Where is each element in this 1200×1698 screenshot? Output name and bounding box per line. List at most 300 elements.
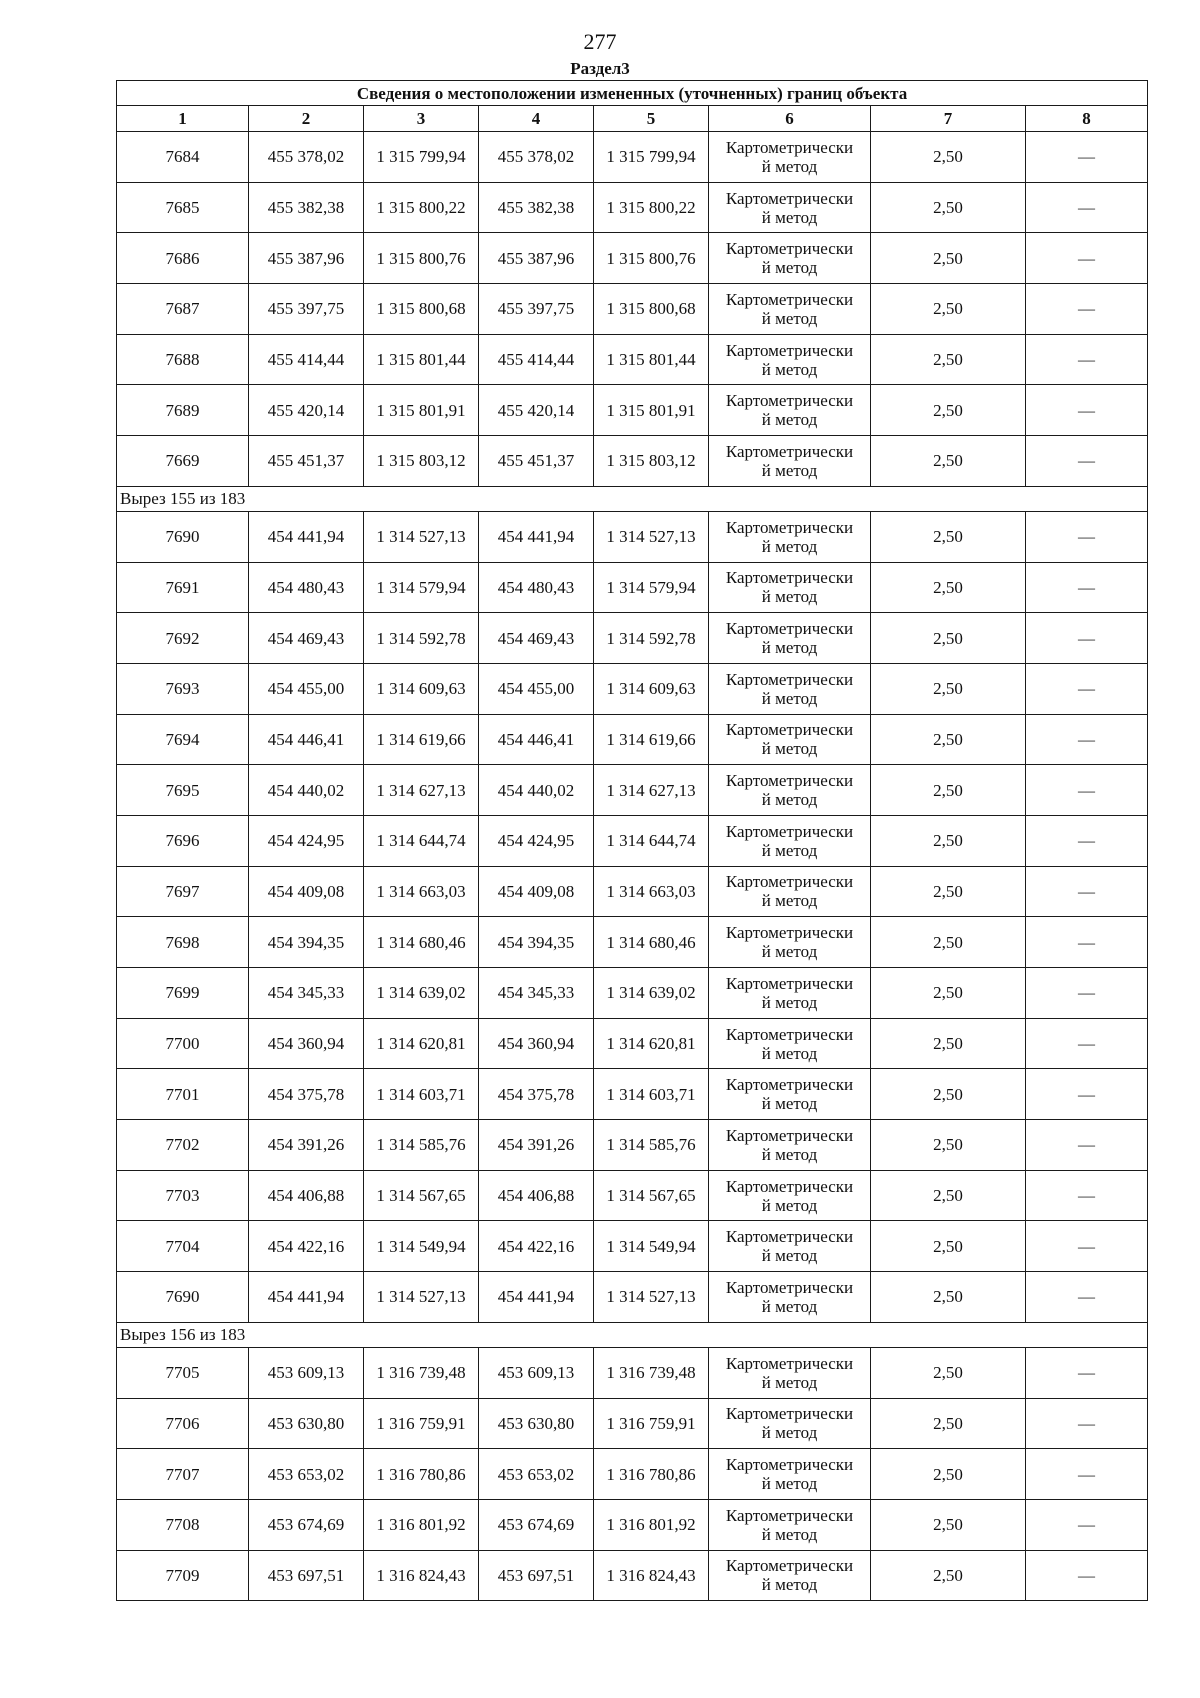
note-cell: — (1026, 866, 1148, 917)
method-cell (709, 968, 871, 1019)
x-old-cell: 455 420,14 (249, 385, 364, 436)
x-old-cell: 455 378,02 (249, 132, 364, 183)
point-number-cell: 7706 (117, 1398, 249, 1449)
y-new-cell: 1 315 800,76 (594, 233, 709, 284)
note-cell: — (1026, 182, 1148, 233)
y-old-cell: 1 314 620,81 (364, 1018, 479, 1069)
method-text-line2: й метод (761, 638, 818, 658)
method-text-line1: Картометрически (725, 1455, 854, 1475)
accuracy-cell: 2,50 (871, 1449, 1026, 1500)
point-number-cell: 7690 (117, 511, 249, 562)
point-number-cell: 7707 (117, 1449, 249, 1500)
column-number: 4 (479, 106, 594, 132)
column-number: 8 (1026, 106, 1148, 132)
method-text-line1: Картометрически (725, 239, 854, 259)
point-number-cell: 7689 (117, 385, 249, 436)
method-text-line1: Картометрически (725, 137, 854, 157)
x-old-cell: 455 382,38 (249, 182, 364, 233)
table-row (117, 815, 1148, 866)
y-old-cell: 1 314 619,66 (364, 714, 479, 765)
x-new-cell: 454 391,26 (479, 1120, 594, 1171)
method-text-line2: й метод (761, 207, 818, 227)
point-number-cell: 7687 (117, 284, 249, 335)
table-row (117, 1398, 1148, 1449)
method-cell (709, 284, 871, 335)
point-number-cell: 7701 (117, 1069, 249, 1120)
y-old-cell: 1 315 800,68 (364, 284, 479, 335)
x-new-cell: 454 409,08 (479, 866, 594, 917)
method-text-line1: Картометрически (725, 1505, 854, 1525)
note-cell: — (1026, 1272, 1148, 1323)
method-cell (709, 233, 871, 284)
accuracy-cell: 2,50 (871, 613, 1026, 664)
note-cell: — (1026, 765, 1148, 816)
method-cell (709, 1069, 871, 1120)
method-cell (709, 1018, 871, 1069)
x-old-cell: 454 446,41 (249, 714, 364, 765)
note-cell: — (1026, 1550, 1148, 1601)
accuracy-cell: 2,50 (871, 1550, 1026, 1601)
y-old-cell: 1 314 592,78 (364, 613, 479, 664)
method-text-line2: й метод (761, 1246, 818, 1266)
x-old-cell: 455 451,37 (249, 436, 364, 487)
method-cell (709, 1550, 871, 1601)
note-cell: — (1026, 1398, 1148, 1449)
method-text-line1: Картометрически (725, 1176, 854, 1196)
x-new-cell: 454 480,43 (479, 562, 594, 613)
method-cell (709, 917, 871, 968)
note-cell: — (1026, 613, 1148, 664)
method-text-line1: Картометрически (725, 1277, 854, 1297)
method-text-line2: й метод (761, 359, 818, 379)
y-old-cell: 1 316 739,48 (364, 1347, 479, 1398)
x-old-cell: 454 394,35 (249, 917, 364, 968)
column-number: 2 (249, 106, 364, 132)
method-cell (709, 663, 871, 714)
note-cell: — (1026, 1347, 1148, 1398)
table-row (117, 1550, 1148, 1601)
note-cell: — (1026, 436, 1148, 487)
x-old-cell: 454 440,02 (249, 765, 364, 816)
note-cell: — (1026, 1120, 1148, 1171)
accuracy-cell: 2,50 (871, 714, 1026, 765)
point-number-cell: 7684 (117, 132, 249, 183)
method-text-line1: Картометрически (725, 923, 854, 943)
section-title: Раздел3 (570, 59, 630, 78)
method-text-line2: й метод (761, 942, 818, 962)
x-old-cell: 454 406,88 (249, 1170, 364, 1221)
accuracy-cell: 2,50 (871, 1018, 1026, 1069)
method-text-line1: Картометрически (725, 720, 854, 740)
x-new-cell: 453 653,02 (479, 1449, 594, 1500)
accuracy-cell: 2,50 (871, 182, 1026, 233)
method-text-line1: Картометрически (725, 517, 854, 537)
x-new-cell: 455 387,96 (479, 233, 594, 284)
table-row (117, 613, 1148, 664)
accuracy-cell: 2,50 (871, 1499, 1026, 1550)
method-text-line1: Картометрически (725, 619, 854, 639)
table-row (117, 562, 1148, 613)
x-new-cell: 455 414,44 (479, 334, 594, 385)
table-row (117, 1018, 1148, 1069)
method-text-line1: Картометрически (725, 1227, 854, 1247)
y-old-cell: 1 314 639,02 (364, 968, 479, 1019)
method-text-line1: Картометрически (725, 441, 854, 461)
note-cell: — (1026, 663, 1148, 714)
y-old-cell: 1 314 627,13 (364, 765, 479, 816)
column-number: 5 (594, 106, 709, 132)
method-text-line2: й метод (761, 1043, 818, 1063)
y-old-cell: 1 314 644,74 (364, 815, 479, 866)
section-header-row (117, 1322, 1148, 1347)
y-new-cell: 1 314 639,02 (594, 968, 709, 1019)
point-number-cell: 7703 (117, 1170, 249, 1221)
method-text-line2: й метод (761, 891, 818, 911)
accuracy-cell: 2,50 (871, 917, 1026, 968)
accuracy-cell: 2,50 (871, 1120, 1026, 1171)
point-number-cell: 7702 (117, 1120, 249, 1171)
x-new-cell: 455 397,75 (479, 284, 594, 335)
note-cell: — (1026, 1170, 1148, 1221)
y-new-cell: 1 314 627,13 (594, 765, 709, 816)
method-text-line1: Картометрически (725, 669, 854, 689)
table-row (117, 663, 1148, 714)
y-old-cell: 1 315 800,76 (364, 233, 479, 284)
point-number-cell: 7692 (117, 613, 249, 664)
note-cell: — (1026, 815, 1148, 866)
y-old-cell: 1 315 800,22 (364, 182, 479, 233)
table-row (117, 182, 1148, 233)
y-old-cell: 1 315 801,44 (364, 334, 479, 385)
y-old-cell: 1 314 579,94 (364, 562, 479, 613)
column-number: 3 (364, 106, 479, 132)
y-new-cell: 1 315 800,22 (594, 182, 709, 233)
point-number-cell: 7705 (117, 1347, 249, 1398)
y-new-cell: 1 315 803,12 (594, 436, 709, 487)
table-row (117, 1120, 1148, 1171)
point-number-cell: 7690 (117, 1272, 249, 1323)
x-new-cell: 453 674,69 (479, 1499, 594, 1550)
y-new-cell: 1 314 585,76 (594, 1120, 709, 1171)
x-old-cell: 454 360,94 (249, 1018, 364, 1069)
table-caption: Сведения о местоположении измененных (уточненных) границ объекта (117, 81, 1148, 106)
x-old-cell: 454 455,00 (249, 663, 364, 714)
method-cell (709, 334, 871, 385)
x-new-cell: 455 420,14 (479, 385, 594, 436)
y-new-cell: 1 315 800,68 (594, 284, 709, 335)
method-text-line1: Картометрически (725, 188, 854, 208)
point-number-cell: 7708 (117, 1499, 249, 1550)
x-new-cell: 454 441,94 (479, 1272, 594, 1323)
x-old-cell: 453 653,02 (249, 1449, 364, 1500)
note-cell: — (1026, 1069, 1148, 1120)
accuracy-cell: 2,50 (871, 1398, 1026, 1449)
accuracy-cell: 2,50 (871, 663, 1026, 714)
y-old-cell: 1 314 549,94 (364, 1221, 479, 1272)
x-old-cell: 453 674,69 (249, 1499, 364, 1550)
method-cell (709, 511, 871, 562)
accuracy-cell: 2,50 (871, 1347, 1026, 1398)
x-new-cell: 453 697,51 (479, 1550, 594, 1601)
point-number-cell: 7691 (117, 562, 249, 613)
x-old-cell: 455 414,44 (249, 334, 364, 385)
note-cell: — (1026, 1449, 1148, 1500)
section-label: Вырез 156 из 183 (117, 1322, 1148, 1347)
note-cell: — (1026, 132, 1148, 183)
table-row (117, 334, 1148, 385)
method-cell (709, 562, 871, 613)
y-old-cell: 1 314 567,65 (364, 1170, 479, 1221)
x-old-cell: 454 441,94 (249, 511, 364, 562)
point-number-cell: 7688 (117, 334, 249, 385)
y-new-cell: 1 316 801,92 (594, 1499, 709, 1550)
point-number-cell: 7695 (117, 765, 249, 816)
x-new-cell: 454 345,33 (479, 968, 594, 1019)
y-new-cell: 1 314 527,13 (594, 1272, 709, 1323)
column-number-row (117, 106, 1148, 132)
method-cell (709, 1449, 871, 1500)
table-row (117, 511, 1148, 562)
point-number-cell: 7693 (117, 663, 249, 714)
method-cell (709, 1170, 871, 1221)
y-old-cell: 1 314 527,13 (364, 1272, 479, 1323)
y-old-cell: 1 314 603,71 (364, 1069, 479, 1120)
x-old-cell: 455 397,75 (249, 284, 364, 335)
method-cell (709, 132, 871, 183)
note-cell: — (1026, 385, 1148, 436)
method-text-line1: Картометрически (725, 973, 854, 993)
table-row (117, 132, 1148, 183)
y-new-cell: 1 314 527,13 (594, 511, 709, 562)
y-old-cell: 1 316 824,43 (364, 1550, 479, 1601)
x-old-cell: 454 391,26 (249, 1120, 364, 1171)
accuracy-cell: 2,50 (871, 1272, 1026, 1323)
table-caption-row (117, 81, 1148, 106)
y-old-cell: 1 314 585,76 (364, 1120, 479, 1171)
y-new-cell: 1 314 567,65 (594, 1170, 709, 1221)
table-row (117, 917, 1148, 968)
note-cell: — (1026, 968, 1148, 1019)
x-old-cell: 454 469,43 (249, 613, 364, 664)
x-old-cell: 454 375,78 (249, 1069, 364, 1120)
y-new-cell: 1 314 549,94 (594, 1221, 709, 1272)
method-cell (709, 1398, 871, 1449)
table-row (117, 1347, 1148, 1398)
method-text-line1: Картометрически (725, 568, 854, 588)
x-old-cell: 454 345,33 (249, 968, 364, 1019)
x-new-cell: 454 440,02 (479, 765, 594, 816)
page-number: 277 (583, 29, 617, 54)
x-new-cell: 453 630,80 (479, 1398, 594, 1449)
method-text-line1: Картометрически (725, 771, 854, 791)
method-text-line2: й метод (761, 688, 818, 708)
point-number-cell: 7699 (117, 968, 249, 1019)
accuracy-cell: 2,50 (871, 562, 1026, 613)
note-cell: — (1026, 1221, 1148, 1272)
point-number-cell: 7700 (117, 1018, 249, 1069)
x-new-cell: 454 455,00 (479, 663, 594, 714)
accuracy-cell: 2,50 (871, 1069, 1026, 1120)
x-new-cell: 455 378,02 (479, 132, 594, 183)
x-new-cell: 453 609,13 (479, 1347, 594, 1398)
x-old-cell: 453 697,51 (249, 1550, 364, 1601)
note-cell: — (1026, 714, 1148, 765)
method-text-line2: й метод (761, 460, 818, 480)
method-cell (709, 613, 871, 664)
table-row (117, 1170, 1148, 1221)
accuracy-cell: 2,50 (871, 132, 1026, 183)
accuracy-cell: 2,50 (871, 968, 1026, 1019)
y-old-cell: 1 316 759,91 (364, 1398, 479, 1449)
method-text-line2: й метод (761, 410, 818, 430)
x-old-cell: 454 422,16 (249, 1221, 364, 1272)
point-number-cell: 7697 (117, 866, 249, 917)
note-cell: — (1026, 562, 1148, 613)
method-cell (709, 1499, 871, 1550)
accuracy-cell: 2,50 (871, 1221, 1026, 1272)
accuracy-cell: 2,50 (871, 334, 1026, 385)
y-new-cell: 1 314 603,71 (594, 1069, 709, 1120)
method-text-line2: й метод (761, 1195, 818, 1215)
accuracy-cell: 2,50 (871, 866, 1026, 917)
y-old-cell: 1 314 663,03 (364, 866, 479, 917)
note-cell: — (1026, 233, 1148, 284)
point-number-cell: 7698 (117, 917, 249, 968)
method-text-line2: й метод (761, 992, 818, 1012)
method-text-line2: й метод (761, 587, 818, 607)
method-text-line2: й метод (761, 156, 818, 176)
x-new-cell: 454 469,43 (479, 613, 594, 664)
note-cell: — (1026, 284, 1148, 335)
column-number: 7 (871, 106, 1026, 132)
x-old-cell: 454 424,95 (249, 815, 364, 866)
y-new-cell: 1 315 801,44 (594, 334, 709, 385)
y-new-cell: 1 315 801,91 (594, 385, 709, 436)
y-new-cell: 1 316 759,91 (594, 1398, 709, 1449)
table-row (117, 284, 1148, 335)
y-new-cell: 1 316 824,43 (594, 1550, 709, 1601)
note-cell: — (1026, 917, 1148, 968)
method-text-line2: й метод (761, 1524, 818, 1544)
method-text-line2: й метод (761, 1474, 818, 1494)
point-number-cell: 7704 (117, 1221, 249, 1272)
table-row (117, 714, 1148, 765)
y-new-cell: 1 316 739,48 (594, 1347, 709, 1398)
section-label: Вырез 155 из 183 (117, 486, 1148, 511)
y-new-cell: 1 316 780,86 (594, 1449, 709, 1500)
table-row (117, 1499, 1148, 1550)
y-old-cell: 1 316 801,92 (364, 1499, 479, 1550)
method-text-line2: й метод (761, 739, 818, 759)
x-old-cell: 453 630,80 (249, 1398, 364, 1449)
method-text-line1: Картометрически (725, 1404, 854, 1424)
point-number-cell: 7685 (117, 182, 249, 233)
x-new-cell: 454 422,16 (479, 1221, 594, 1272)
y-new-cell: 1 314 680,46 (594, 917, 709, 968)
method-text-line2: й метод (761, 1423, 818, 1443)
point-number-cell: 7709 (117, 1550, 249, 1601)
accuracy-cell: 2,50 (871, 233, 1026, 284)
accuracy-cell: 2,50 (871, 284, 1026, 335)
point-number-cell: 7669 (117, 436, 249, 487)
method-text-line2: й метод (761, 1094, 818, 1114)
method-text-line2: й метод (761, 536, 818, 556)
y-new-cell: 1 314 663,03 (594, 866, 709, 917)
y-new-cell: 1 314 592,78 (594, 613, 709, 664)
y-new-cell: 1 314 579,94 (594, 562, 709, 613)
method-text-line1: Картометрически (725, 340, 854, 360)
table-row (117, 866, 1148, 917)
method-text-line2: й метод (761, 1575, 818, 1595)
y-old-cell: 1 315 799,94 (364, 132, 479, 183)
column-number: 1 (117, 106, 249, 132)
y-new-cell: 1 314 620,81 (594, 1018, 709, 1069)
table-row (117, 233, 1148, 284)
table-body (117, 81, 1148, 1601)
method-text-line1: Картометрически (725, 872, 854, 892)
x-new-cell: 454 441,94 (479, 511, 594, 562)
y-old-cell: 1 315 801,91 (364, 385, 479, 436)
method-cell (709, 866, 871, 917)
table-row (117, 436, 1148, 487)
table-row (117, 765, 1148, 816)
x-old-cell: 454 409,08 (249, 866, 364, 917)
x-new-cell: 454 375,78 (479, 1069, 594, 1120)
point-number-cell: 7686 (117, 233, 249, 284)
method-cell (709, 1272, 871, 1323)
accuracy-cell: 2,50 (871, 385, 1026, 436)
y-new-cell: 1 314 609,63 (594, 663, 709, 714)
method-text-line1: Картометрически (725, 1353, 854, 1373)
note-cell: — (1026, 511, 1148, 562)
point-number-cell: 7694 (117, 714, 249, 765)
method-text-line2: й метод (761, 1296, 818, 1316)
method-cell (709, 714, 871, 765)
method-cell (709, 815, 871, 866)
x-new-cell: 454 360,94 (479, 1018, 594, 1069)
y-old-cell: 1 316 780,86 (364, 1449, 479, 1500)
accuracy-cell: 2,50 (871, 815, 1026, 866)
y-old-cell: 1 315 803,12 (364, 436, 479, 487)
method-cell (709, 765, 871, 816)
note-cell: — (1026, 1499, 1148, 1550)
method-text-line2: й метод (761, 258, 818, 278)
y-old-cell: 1 314 609,63 (364, 663, 479, 714)
method-text-line1: Картометрически (725, 391, 854, 411)
method-cell (709, 1347, 871, 1398)
method-cell (709, 436, 871, 487)
method-text-line1: Картометрически (725, 289, 854, 309)
method-text-line1: Картометрически (725, 1125, 854, 1145)
y-old-cell: 1 314 680,46 (364, 917, 479, 968)
x-new-cell: 455 451,37 (479, 436, 594, 487)
note-cell: — (1026, 334, 1148, 385)
table-row (117, 1272, 1148, 1323)
accuracy-cell: 2,50 (871, 511, 1026, 562)
method-text-line1: Картометрически (725, 821, 854, 841)
x-new-cell: 454 446,41 (479, 714, 594, 765)
method-text-line2: й метод (761, 1144, 818, 1164)
x-old-cell: 454 480,43 (249, 562, 364, 613)
y-new-cell: 1 314 619,66 (594, 714, 709, 765)
x-old-cell: 454 441,94 (249, 1272, 364, 1323)
point-number-cell: 7696 (117, 815, 249, 866)
accuracy-cell: 2,50 (871, 765, 1026, 816)
coordinates-table (116, 80, 1148, 1601)
method-text-line1: Картометрически (725, 1075, 854, 1095)
y-old-cell: 1 314 527,13 (364, 511, 479, 562)
table-row (117, 385, 1148, 436)
